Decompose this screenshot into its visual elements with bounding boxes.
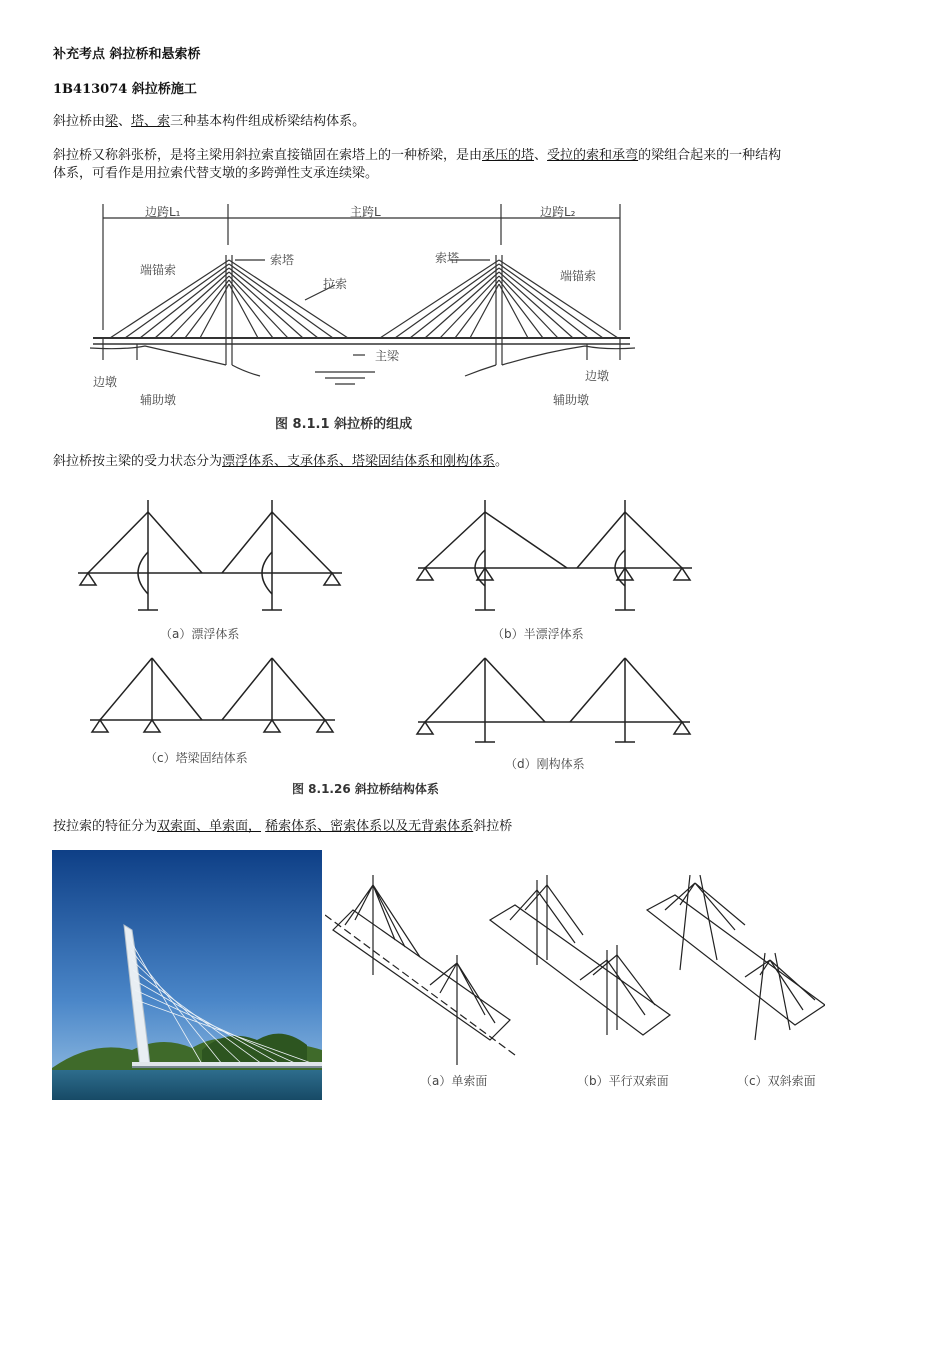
- text: 斜拉桥又称斜张桥，是将主梁用斜拉索直接锚固在索塔上的一种桥梁，是由: [53, 148, 483, 163]
- system-d-label: （d）刚构体系: [505, 757, 585, 771]
- figure2-caption: 图 8.1.26 斜拉桥结构体系: [292, 782, 439, 796]
- figure-cable-planes: [325, 875, 825, 1100]
- pier-right-label: 边墩: [585, 369, 610, 383]
- system-b-label: （b）半漂浮体系: [492, 627, 584, 641]
- main-beam-label: 主梁: [375, 349, 400, 363]
- aux-pier-left-label: 辅助墩: [140, 393, 177, 407]
- text: 、: [534, 148, 548, 163]
- figure1-caption: 图 8.1.1 斜拉桥的组成: [275, 417, 413, 432]
- paragraph-definition-line2: 体系，可看作是用拉索代替支墩的多跨弹性支承连续梁。: [53, 166, 379, 181]
- text: 斜拉桥: [473, 819, 513, 834]
- text: 斜拉桥由: [53, 114, 106, 129]
- underlined-text: 受拉的索和承弯: [547, 148, 639, 163]
- page-heading: 补充考点 斜拉桥和悬索桥: [53, 47, 201, 62]
- plane-a-label: （a）单索面: [420, 1074, 488, 1088]
- text: 三种基本构件组成桥梁结构体系。: [170, 114, 366, 129]
- underlined-text: 漂浮体系、支承体系、塔梁固结体系和刚构体系: [222, 454, 496, 469]
- tower-left-label: 索塔: [270, 253, 295, 267]
- end-cable-left-label: 端锚索: [140, 263, 177, 277]
- underlined-text: 塔、索: [131, 114, 171, 129]
- bridge-photo: [52, 850, 322, 1100]
- figure-structural-systems: [60, 490, 710, 800]
- paragraph-cable-features: [53, 817, 512, 836]
- tower-right-label: 索塔: [435, 251, 460, 265]
- section-heading: 1B413074 斜拉桥施工: [53, 82, 197, 97]
- text: 、: [118, 114, 132, 129]
- text: 。: [495, 454, 509, 469]
- underlined-text: 梁: [105, 114, 119, 129]
- aux-pier-right-label: 辅助墩: [553, 393, 590, 407]
- pier-left-label: 边墩: [93, 375, 118, 389]
- system-a-label: （a）漂浮体系: [160, 627, 240, 641]
- span-right-label: 边跨L₂: [540, 205, 576, 219]
- paragraph-definition-line1: [53, 146, 781, 165]
- figure-bridge-composition: [85, 200, 645, 440]
- span-main-label: 主跨L: [350, 205, 381, 219]
- underlined-text: 承压的塔: [482, 148, 535, 163]
- cable-label: 拉索: [323, 277, 348, 291]
- plane-b-label: （b）平行双索面: [577, 1074, 669, 1088]
- text: 按拉索的特征分为: [53, 819, 158, 834]
- text: 的梁组合起来的一种结构: [638, 148, 782, 163]
- system-c-label: （c）塔梁固结体系: [145, 751, 248, 765]
- underlined-text: 稀索体系、密索体系以及无背索体系: [265, 819, 474, 834]
- end-cable-right-label: 端锚索: [560, 269, 597, 283]
- span-left-label: 边跨L₁: [145, 205, 181, 219]
- text: 斜拉桥按主梁的受力状态分为: [53, 454, 223, 469]
- paragraph-components: [53, 112, 365, 131]
- plane-c-label: （c）双斜索面: [737, 1074, 816, 1088]
- paragraph-systems: [53, 452, 508, 471]
- underlined-text: 双索面、单索面，: [157, 819, 262, 834]
